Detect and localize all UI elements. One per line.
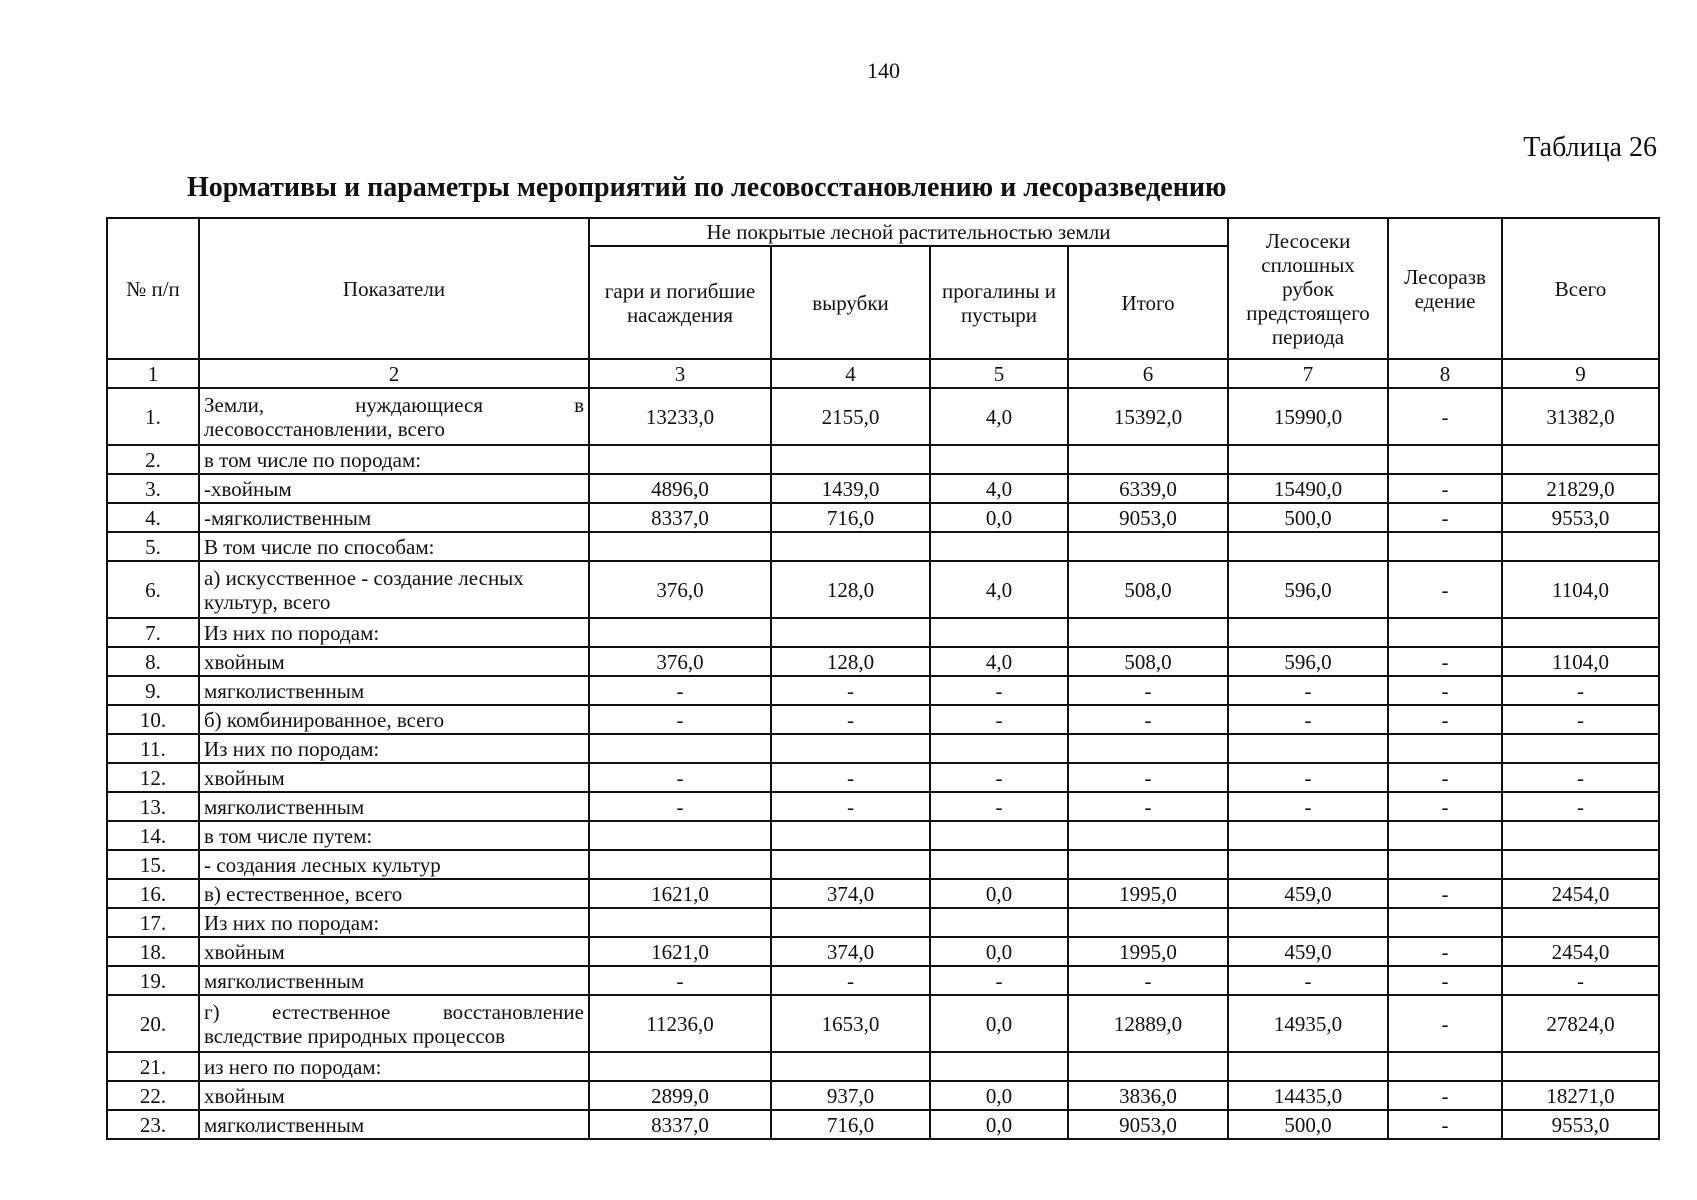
indicator-cell: в том числе путем: bbox=[199, 821, 589, 850]
afforestation-cell: - bbox=[1388, 792, 1502, 821]
subtotal-cell: - bbox=[1068, 676, 1228, 705]
cuttings-cell: 374,0 bbox=[771, 937, 930, 966]
row-number: 2. bbox=[107, 445, 199, 474]
column-index-row bbox=[107, 359, 1659, 388]
glades-cell bbox=[930, 532, 1068, 561]
row-number: 20. bbox=[107, 995, 199, 1052]
afforestation-cell: - bbox=[1388, 388, 1502, 445]
row-number: 23. bbox=[107, 1110, 199, 1139]
cuttings-cell: 2155,0 bbox=[771, 388, 930, 445]
header-cuttings: вырубки bbox=[771, 246, 930, 359]
burns-cell: 2899,0 bbox=[589, 1081, 771, 1110]
afforestation-cell: - bbox=[1388, 561, 1502, 618]
indicator-word: г) bbox=[204, 999, 220, 1024]
subtotal-cell bbox=[1068, 1052, 1228, 1081]
indicator-cell: в том числе по породам: bbox=[199, 445, 589, 474]
header-glades: прогалины и пустыри bbox=[930, 246, 1068, 359]
header-indicator: Показатели bbox=[199, 218, 589, 359]
subtotal-cell: 1995,0 bbox=[1068, 879, 1228, 908]
indicator-cell: В том числе по способам: bbox=[199, 532, 589, 561]
table-row bbox=[107, 647, 1659, 676]
subtotal-cell: - bbox=[1068, 705, 1228, 734]
burns-cell: 1621,0 bbox=[589, 937, 771, 966]
row-number: 10. bbox=[107, 705, 199, 734]
row-number: 5. bbox=[107, 532, 199, 561]
row-number: 6. bbox=[107, 561, 199, 618]
afforestation-cell: - bbox=[1388, 705, 1502, 734]
cuttings-cell: - bbox=[771, 966, 930, 995]
total-cell: 2454,0 bbox=[1502, 937, 1659, 966]
afforestation-cell: - bbox=[1388, 1081, 1502, 1110]
clearcut-cell bbox=[1228, 908, 1388, 937]
total-cell bbox=[1502, 734, 1659, 763]
indicator-cell: мягколиственным bbox=[199, 966, 589, 995]
total-cell bbox=[1502, 850, 1659, 879]
total-cell bbox=[1502, 1052, 1659, 1081]
total-cell: 9553,0 bbox=[1502, 1110, 1659, 1139]
total-cell bbox=[1502, 618, 1659, 647]
cuttings-cell: 128,0 bbox=[771, 647, 930, 676]
indicator-cell: мягколиственным bbox=[199, 676, 589, 705]
glades-cell: 4,0 bbox=[930, 561, 1068, 618]
glades-cell: 4,0 bbox=[930, 474, 1068, 503]
row-number: 1. bbox=[107, 388, 199, 445]
total-cell: 18271,0 bbox=[1502, 1081, 1659, 1110]
clearcut-cell bbox=[1228, 821, 1388, 850]
cuttings-cell bbox=[771, 850, 930, 879]
total-cell: 2454,0 bbox=[1502, 879, 1659, 908]
clearcut-cell: 500,0 bbox=[1228, 1110, 1388, 1139]
table-body bbox=[107, 388, 1659, 1139]
subtotal-cell: 3836,0 bbox=[1068, 1081, 1228, 1110]
table-row bbox=[107, 532, 1659, 561]
burns-cell: 376,0 bbox=[589, 647, 771, 676]
burns-cell bbox=[589, 532, 771, 561]
burns-cell bbox=[589, 821, 771, 850]
total-cell: - bbox=[1502, 966, 1659, 995]
burns-cell bbox=[589, 1052, 771, 1081]
row-number: 9. bbox=[107, 676, 199, 705]
cuttings-cell bbox=[771, 821, 930, 850]
table-row bbox=[107, 1110, 1659, 1139]
row-number: 3. bbox=[107, 474, 199, 503]
burns-cell bbox=[589, 850, 771, 879]
cuttings-cell bbox=[771, 1052, 930, 1081]
clearcut-cell: - bbox=[1228, 966, 1388, 995]
table-row bbox=[107, 850, 1659, 879]
afforestation-cell bbox=[1388, 821, 1502, 850]
afforestation-cell bbox=[1388, 445, 1502, 474]
indicator-line: вследствие природных процессов bbox=[204, 1023, 506, 1048]
row-number: 7. bbox=[107, 618, 199, 647]
indicator-cell: -мягколиственным bbox=[199, 503, 589, 532]
burns-cell: 4896,0 bbox=[589, 474, 771, 503]
cuttings-cell: - bbox=[771, 763, 930, 792]
glades-cell: - bbox=[930, 705, 1068, 734]
indicator-cell bbox=[199, 995, 589, 1052]
cuttings-cell: 128,0 bbox=[771, 561, 930, 618]
row-number: 19. bbox=[107, 966, 199, 995]
indicator-cell: хвойным bbox=[199, 763, 589, 792]
indicator-cell: в) естественное, всего bbox=[199, 879, 589, 908]
glades-cell bbox=[930, 734, 1068, 763]
indicator-cell: -хвойным bbox=[199, 474, 589, 503]
table-header bbox=[107, 218, 1659, 388]
subtotal-cell bbox=[1068, 734, 1228, 763]
indicator-cell: Из них по породам: bbox=[199, 618, 589, 647]
clearcut-cell bbox=[1228, 445, 1388, 474]
subtotal-cell: 1995,0 bbox=[1068, 937, 1228, 966]
cuttings-cell: - bbox=[771, 676, 930, 705]
cuttings-cell: 937,0 bbox=[771, 1081, 930, 1110]
burns-cell: - bbox=[589, 676, 771, 705]
table-row bbox=[107, 908, 1659, 937]
table-row bbox=[107, 618, 1659, 647]
burns-cell: 1621,0 bbox=[589, 879, 771, 908]
table-row bbox=[107, 937, 1659, 966]
cuttings-cell bbox=[771, 618, 930, 647]
clearcut-cell: 596,0 bbox=[1228, 647, 1388, 676]
total-cell: 9553,0 bbox=[1502, 503, 1659, 532]
cuttings-cell bbox=[771, 908, 930, 937]
afforestation-cell: - bbox=[1388, 503, 1502, 532]
subtotal-cell: 508,0 bbox=[1068, 561, 1228, 618]
glades-cell: 0,0 bbox=[930, 879, 1068, 908]
subtotal-cell bbox=[1068, 821, 1228, 850]
table-row bbox=[107, 676, 1659, 705]
total-cell: - bbox=[1502, 705, 1659, 734]
table-row bbox=[107, 966, 1659, 995]
table-row bbox=[107, 388, 1659, 445]
table-label: Таблица 26 bbox=[1523, 132, 1657, 163]
cuttings-cell: - bbox=[771, 705, 930, 734]
clearcut-cell bbox=[1228, 618, 1388, 647]
cuttings-cell bbox=[771, 532, 930, 561]
afforestation-cell bbox=[1388, 618, 1502, 647]
table-row bbox=[107, 792, 1659, 821]
column-index: 1 bbox=[107, 359, 199, 388]
row-number: 8. bbox=[107, 647, 199, 676]
row-number: 14. bbox=[107, 821, 199, 850]
table-row bbox=[107, 821, 1659, 850]
row-number: 12. bbox=[107, 763, 199, 792]
total-cell bbox=[1502, 532, 1659, 561]
row-number: 17. bbox=[107, 908, 199, 937]
glades-cell bbox=[930, 908, 1068, 937]
clearcut-cell: 500,0 bbox=[1228, 503, 1388, 532]
row-number: 4. bbox=[107, 503, 199, 532]
subtotal-cell: 508,0 bbox=[1068, 647, 1228, 676]
subtotal-cell: 6339,0 bbox=[1068, 474, 1228, 503]
table-row bbox=[107, 879, 1659, 908]
header-total: Всего bbox=[1502, 218, 1659, 359]
page-number: 140 bbox=[867, 58, 900, 83]
column-index: 7 bbox=[1228, 359, 1388, 388]
total-cell: 27824,0 bbox=[1502, 995, 1659, 1052]
indicator-line bbox=[204, 393, 584, 417]
row-number: 21. bbox=[107, 1052, 199, 1081]
header-group-uncovered-land: Не покрытые лесной растительностью земли bbox=[589, 218, 1228, 246]
clearcut-cell: 15990,0 bbox=[1228, 388, 1388, 445]
cuttings-cell: 1653,0 bbox=[771, 995, 930, 1052]
clearcut-cell: - bbox=[1228, 763, 1388, 792]
clearcut-cell bbox=[1228, 1052, 1388, 1081]
total-cell bbox=[1502, 908, 1659, 937]
clearcut-cell: 14435,0 bbox=[1228, 1081, 1388, 1110]
subtotal-cell: 12889,0 bbox=[1068, 995, 1228, 1052]
table-row bbox=[107, 445, 1659, 474]
row-number: 11. bbox=[107, 734, 199, 763]
subtotal-cell: 9053,0 bbox=[1068, 1110, 1228, 1139]
afforestation-cell: - bbox=[1388, 1110, 1502, 1139]
burns-cell: 376,0 bbox=[589, 561, 771, 618]
table-row bbox=[107, 1052, 1659, 1081]
cuttings-cell: 716,0 bbox=[771, 503, 930, 532]
burns-cell: - bbox=[589, 763, 771, 792]
glades-cell bbox=[930, 445, 1068, 474]
glades-cell: - bbox=[930, 676, 1068, 705]
row-number: 22. bbox=[107, 1081, 199, 1110]
afforestation-cell bbox=[1388, 908, 1502, 937]
indicator-cell: хвойным bbox=[199, 647, 589, 676]
header-clearcut-areas: Лесосеки сплошных рубок предстоящего периода bbox=[1228, 218, 1388, 359]
clearcut-cell: 459,0 bbox=[1228, 937, 1388, 966]
total-cell: 21829,0 bbox=[1502, 474, 1659, 503]
cuttings-cell: - bbox=[771, 792, 930, 821]
indicator-cell: Из них по породам: bbox=[199, 908, 589, 937]
indicator-word: в bbox=[574, 392, 584, 417]
burns-cell: - bbox=[589, 705, 771, 734]
row-number: 15. bbox=[107, 850, 199, 879]
afforestation-cell: - bbox=[1388, 879, 1502, 908]
glades-cell: 0,0 bbox=[930, 1081, 1068, 1110]
indicator-word: Земли, bbox=[204, 392, 265, 417]
subtotal-cell: 9053,0 bbox=[1068, 503, 1228, 532]
indicator-cell: из него по породам: bbox=[199, 1052, 589, 1081]
column-index: 6 bbox=[1068, 359, 1228, 388]
clearcut-cell: 15490,0 bbox=[1228, 474, 1388, 503]
total-cell: - bbox=[1502, 792, 1659, 821]
total-cell bbox=[1502, 445, 1659, 474]
subtotal-cell bbox=[1068, 532, 1228, 561]
table-row bbox=[107, 474, 1659, 503]
burns-cell: 8337,0 bbox=[589, 503, 771, 532]
total-cell bbox=[1502, 821, 1659, 850]
glades-cell: 4,0 bbox=[930, 647, 1068, 676]
afforestation-cell: - bbox=[1388, 763, 1502, 792]
afforestation-cell: - bbox=[1388, 647, 1502, 676]
indicator-cell: мягколиственным bbox=[199, 792, 589, 821]
subtotal-cell: 15392,0 bbox=[1068, 388, 1228, 445]
clearcut-cell: - bbox=[1228, 676, 1388, 705]
document-title: Нормативы и параметры мероприятий по лесовосстановлению и лесоразведению bbox=[187, 172, 1227, 203]
total-cell: 1104,0 bbox=[1502, 647, 1659, 676]
indicator-cell: - создания лесных культур bbox=[199, 850, 589, 879]
column-index: 4 bbox=[771, 359, 930, 388]
table-row bbox=[107, 763, 1659, 792]
glades-cell: 0,0 bbox=[930, 937, 1068, 966]
indicator-cell: а) искусственное - создание лесных культур, всего bbox=[199, 561, 589, 618]
row-number: 18. bbox=[107, 937, 199, 966]
burns-cell bbox=[589, 445, 771, 474]
glades-cell bbox=[930, 850, 1068, 879]
glades-cell: - bbox=[930, 792, 1068, 821]
total-cell: - bbox=[1502, 676, 1659, 705]
burns-cell: 11236,0 bbox=[589, 995, 771, 1052]
total-cell: 31382,0 bbox=[1502, 388, 1659, 445]
table-row bbox=[107, 503, 1659, 532]
burns-cell: 13233,0 bbox=[589, 388, 771, 445]
subtotal-cell bbox=[1068, 850, 1228, 879]
total-cell: - bbox=[1502, 763, 1659, 792]
indicator-cell: Из них по породам: bbox=[199, 734, 589, 763]
header-afforestation: Лесоразв едение bbox=[1388, 218, 1502, 359]
table-row bbox=[107, 561, 1659, 618]
subtotal-cell: - bbox=[1068, 763, 1228, 792]
subtotal-cell bbox=[1068, 445, 1228, 474]
cuttings-cell bbox=[771, 734, 930, 763]
burns-cell bbox=[589, 908, 771, 937]
header-no: № п/п bbox=[107, 218, 199, 359]
glades-cell: - bbox=[930, 763, 1068, 792]
afforestation-cell bbox=[1388, 1052, 1502, 1081]
cuttings-cell bbox=[771, 445, 930, 474]
glades-cell: - bbox=[930, 966, 1068, 995]
subtotal-cell bbox=[1068, 908, 1228, 937]
glades-cell: 0,0 bbox=[930, 995, 1068, 1052]
clearcut-cell bbox=[1228, 850, 1388, 879]
table-row bbox=[107, 734, 1659, 763]
glades-cell bbox=[930, 821, 1068, 850]
subtotal-cell: - bbox=[1068, 792, 1228, 821]
indicator-cell: хвойным bbox=[199, 937, 589, 966]
subtotal-cell bbox=[1068, 618, 1228, 647]
header-burns: гари и погибшие насаждения bbox=[589, 246, 771, 359]
indicator-cell: мягколиственным bbox=[199, 1110, 589, 1139]
burns-cell bbox=[589, 618, 771, 647]
header-subtotal: Итого bbox=[1068, 246, 1228, 359]
indicator-cell: хвойным bbox=[199, 1081, 589, 1110]
glades-cell bbox=[930, 1052, 1068, 1081]
row-number: 16. bbox=[107, 879, 199, 908]
afforestation-cell: - bbox=[1388, 474, 1502, 503]
indicator-cell: б) комбинированное, всего bbox=[199, 705, 589, 734]
column-index: 8 bbox=[1388, 359, 1502, 388]
column-index: 2 bbox=[199, 359, 589, 388]
afforestation-cell: - bbox=[1388, 995, 1502, 1052]
table-row bbox=[107, 705, 1659, 734]
clearcut-cell bbox=[1228, 734, 1388, 763]
glades-cell bbox=[930, 618, 1068, 647]
clearcut-cell: - bbox=[1228, 792, 1388, 821]
burns-cell: - bbox=[589, 792, 771, 821]
burns-cell bbox=[589, 734, 771, 763]
burns-cell: - bbox=[589, 966, 771, 995]
column-index: 9 bbox=[1502, 359, 1659, 388]
clearcut-cell: 459,0 bbox=[1228, 879, 1388, 908]
cuttings-cell: 716,0 bbox=[771, 1110, 930, 1139]
clearcut-cell bbox=[1228, 532, 1388, 561]
total-cell: 1104,0 bbox=[1502, 561, 1659, 618]
afforestation-cell: - bbox=[1388, 937, 1502, 966]
afforestation-cell bbox=[1388, 734, 1502, 763]
clearcut-cell: 596,0 bbox=[1228, 561, 1388, 618]
indicator-line bbox=[204, 1000, 584, 1024]
afforestation-cell: - bbox=[1388, 966, 1502, 995]
glades-cell: 0,0 bbox=[930, 503, 1068, 532]
cuttings-cell: 1439,0 bbox=[771, 474, 930, 503]
afforestation-cell bbox=[1388, 850, 1502, 879]
column-index: 3 bbox=[589, 359, 771, 388]
table-row bbox=[107, 995, 1659, 1052]
cuttings-cell: 374,0 bbox=[771, 879, 930, 908]
glades-cell: 0,0 bbox=[930, 1110, 1068, 1139]
column-index: 5 bbox=[930, 359, 1068, 388]
indicator-word: восстановление bbox=[442, 999, 584, 1024]
indicator-line: лесовосстановлении, всего bbox=[204, 416, 446, 441]
glades-cell: 4,0 bbox=[930, 388, 1068, 445]
afforestation-cell bbox=[1388, 532, 1502, 561]
clearcut-cell: - bbox=[1228, 705, 1388, 734]
indicator-cell bbox=[199, 388, 589, 445]
indicator-word: естественное bbox=[272, 999, 391, 1024]
clearcut-cell: 14935,0 bbox=[1228, 995, 1388, 1052]
table-row bbox=[107, 1081, 1659, 1110]
afforestation-cell: - bbox=[1388, 676, 1502, 705]
indicator-word: нуждающиеся bbox=[355, 392, 484, 417]
burns-cell: 8337,0 bbox=[589, 1110, 771, 1139]
standards-table bbox=[106, 217, 1660, 1140]
row-number: 13. bbox=[107, 792, 199, 821]
subtotal-cell: - bbox=[1068, 966, 1228, 995]
